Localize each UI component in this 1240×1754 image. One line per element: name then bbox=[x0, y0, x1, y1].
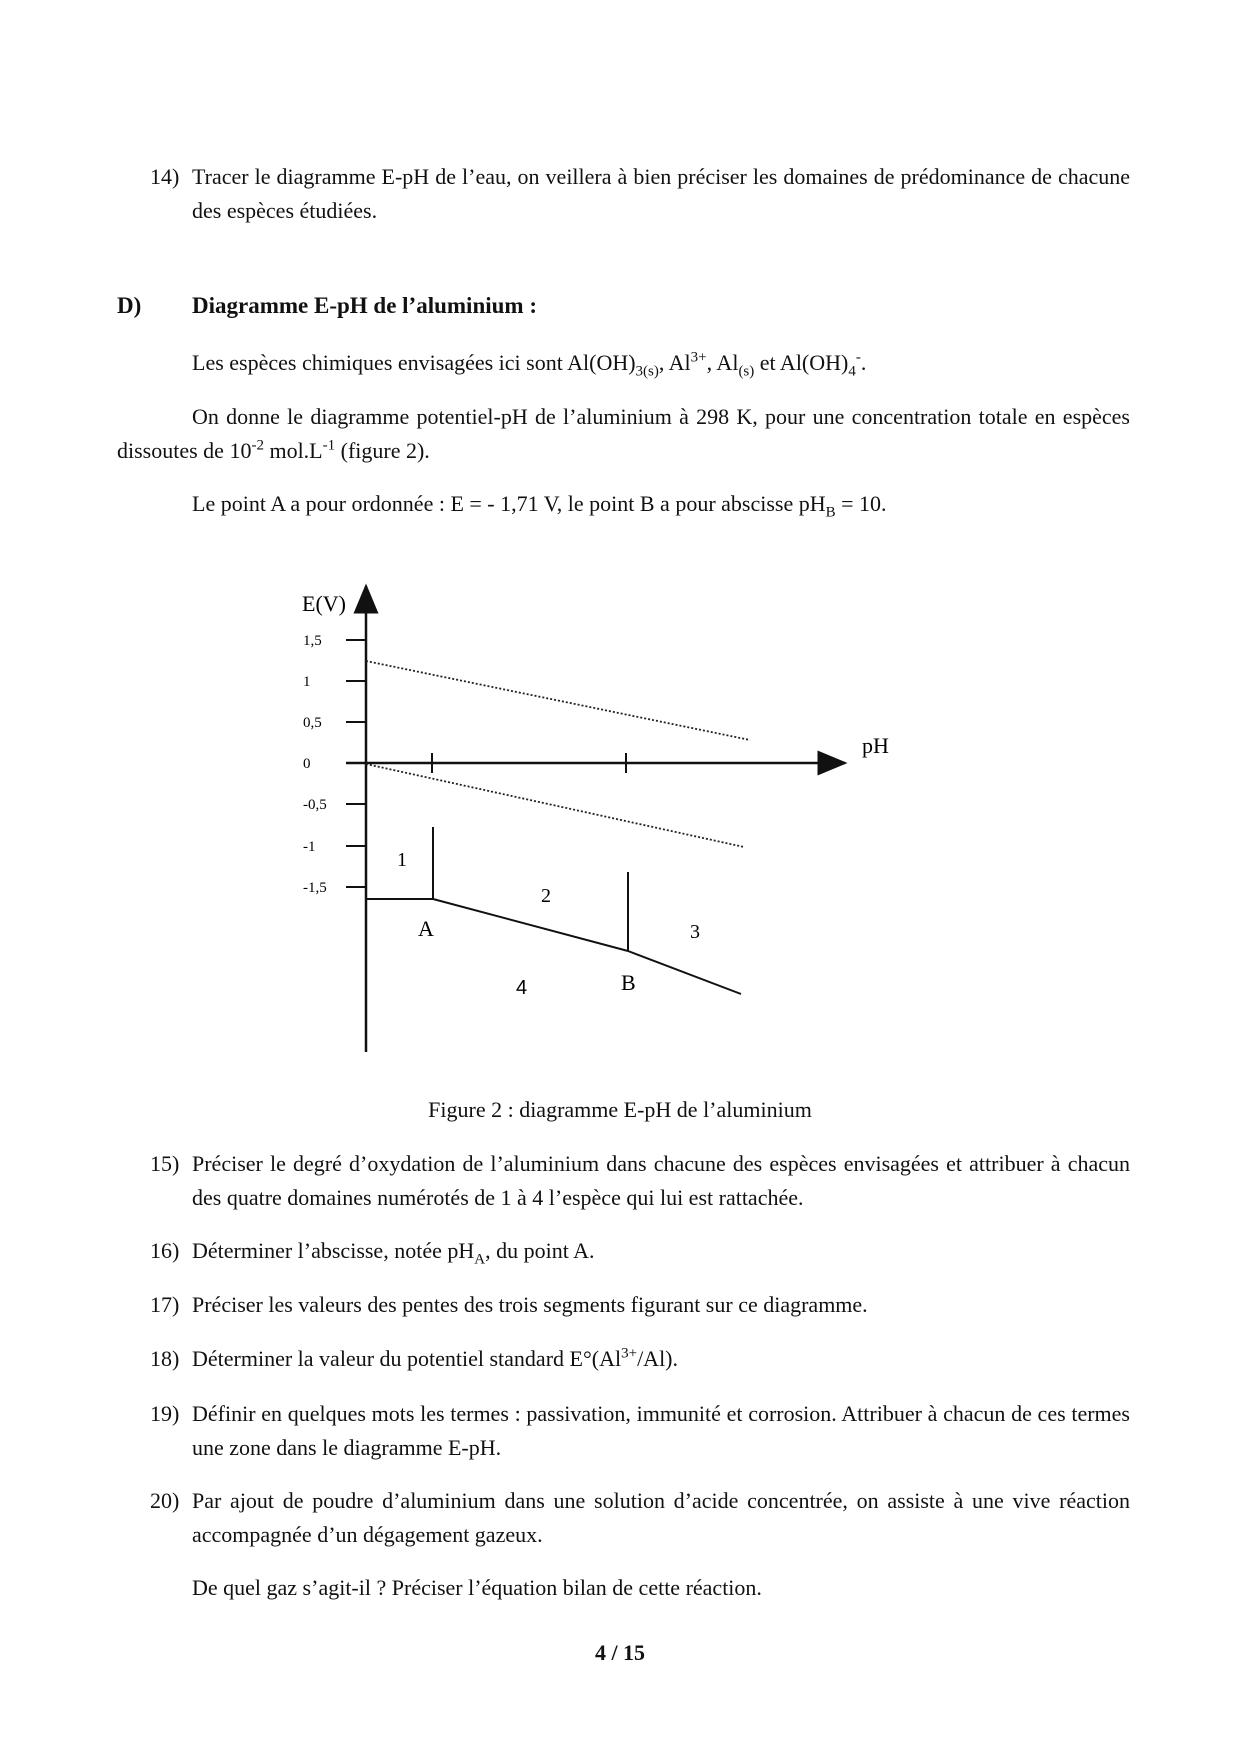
y-axis-label: E(V) bbox=[302, 591, 346, 616]
section-title: Diagramme E-pH de l’aluminium : bbox=[192, 293, 537, 318]
question-text: Déterminer l’abscisse, notée $pH_A$, du point A. bbox=[192, 1238, 595, 1268]
question-17 bbox=[150, 1288, 1130, 1322]
question-number: 17) bbox=[150, 1292, 180, 1317]
y-tick-label: 0,5 bbox=[303, 715, 322, 731]
intro-paragraph-1: Les espèces chimiques envisagées ici sont $Al(OH)_{3(s)}$, $Al^{3+}$, $Al_{(s)}$ et $Al(OH)_4^-$. bbox=[192, 349, 867, 380]
question-number: 15) bbox=[150, 1151, 180, 1176]
intro-paragraph-3: Le point A a pour ordonnée : E = - 1,71 V, le point B a pour abscisse $pH_B = 10$. bbox=[192, 491, 887, 521]
boundary-segment-ab bbox=[433, 899, 628, 951]
section-label: D) bbox=[117, 293, 142, 318]
question-15 bbox=[150, 1147, 1130, 1215]
water-line-lower bbox=[366, 764, 744, 847]
figure-caption: Figure 2 : diagramme E-pH de l’aluminium bbox=[428, 1097, 812, 1122]
y-tick-label: -0,5 bbox=[303, 797, 327, 813]
water-line-upper bbox=[366, 661, 750, 740]
question-text: Préciser le degré d’oxydation de l’aluminium dans chacune des espèces envisagées et attribuer à chacun des quatre domaines numérotés de 1 à 4 l’espèce qui lui est rattachée. bbox=[192, 1151, 1130, 1210]
y-tick-label: 0 bbox=[303, 756, 311, 772]
question-19 bbox=[150, 1397, 1130, 1465]
y-tick-label: 1,5 bbox=[303, 633, 322, 649]
domain-label-2: 2 bbox=[541, 885, 551, 907]
x-axis-label: pH bbox=[862, 733, 889, 758]
question-number: 19) bbox=[150, 1401, 180, 1426]
domain-label-3: 3 bbox=[690, 921, 700, 943]
question-number: 18) bbox=[150, 1346, 180, 1371]
question-20-followup: De quel gaz s’agit-il ? Préciser l’équation bilan de cette réaction. bbox=[192, 1575, 762, 1600]
y-tick-label: -1 bbox=[303, 839, 316, 855]
question-18 bbox=[150, 1342, 1130, 1376]
boundary-segment-b bbox=[628, 951, 741, 994]
question-text: Déterminer la valeur du potentiel standard $E^\circ(Al^{3+}/Al)$. bbox=[192, 1345, 679, 1371]
intro-paragraph-2: On donne le diagramme potentiel-pH de l’aluminium à 298 K, pour une concentration totale en espèces dissoutes de $10^{-2}$ $mol.L^{-1}$ (figure 2). bbox=[117, 404, 1130, 463]
point-label-b: B bbox=[621, 970, 636, 995]
question-text: Préciser les valeurs des pentes des trois segments figurant sur ce diagramme. bbox=[192, 1292, 868, 1317]
domain-label-1: 1 bbox=[397, 849, 407, 871]
question-text: Tracer le diagramme E-pH de l’eau, on veillera à bien préciser les domaines de prédominance de chacune des espèces étudiées. bbox=[192, 164, 1130, 223]
y-tick-label: -1,5 bbox=[303, 880, 327, 896]
question-16 bbox=[150, 1234, 1130, 1268]
question-text: Définir en quelques mots les termes : passivation, immunité et corrosion. Attribuer à chacun de ces termes une zone dans le diagramme E-pH. bbox=[192, 1401, 1130, 1460]
question-text: Par ajout de poudre d’aluminium dans une solution d’acide concentrée, on assiste à une vive réaction accompagnée d’un dégagement gazeux. bbox=[192, 1488, 1130, 1547]
question-20 bbox=[150, 1484, 1130, 1552]
domain-label-4: 4 bbox=[516, 977, 528, 999]
y-tick-label: 1 bbox=[303, 674, 311, 690]
point-label-a: A bbox=[418, 916, 434, 941]
question-number: 16) bbox=[150, 1238, 180, 1263]
page-number: 4 / 15 bbox=[594, 1640, 646, 1665]
question-number: 14) bbox=[150, 164, 180, 189]
question-number: 20) bbox=[150, 1488, 180, 1513]
